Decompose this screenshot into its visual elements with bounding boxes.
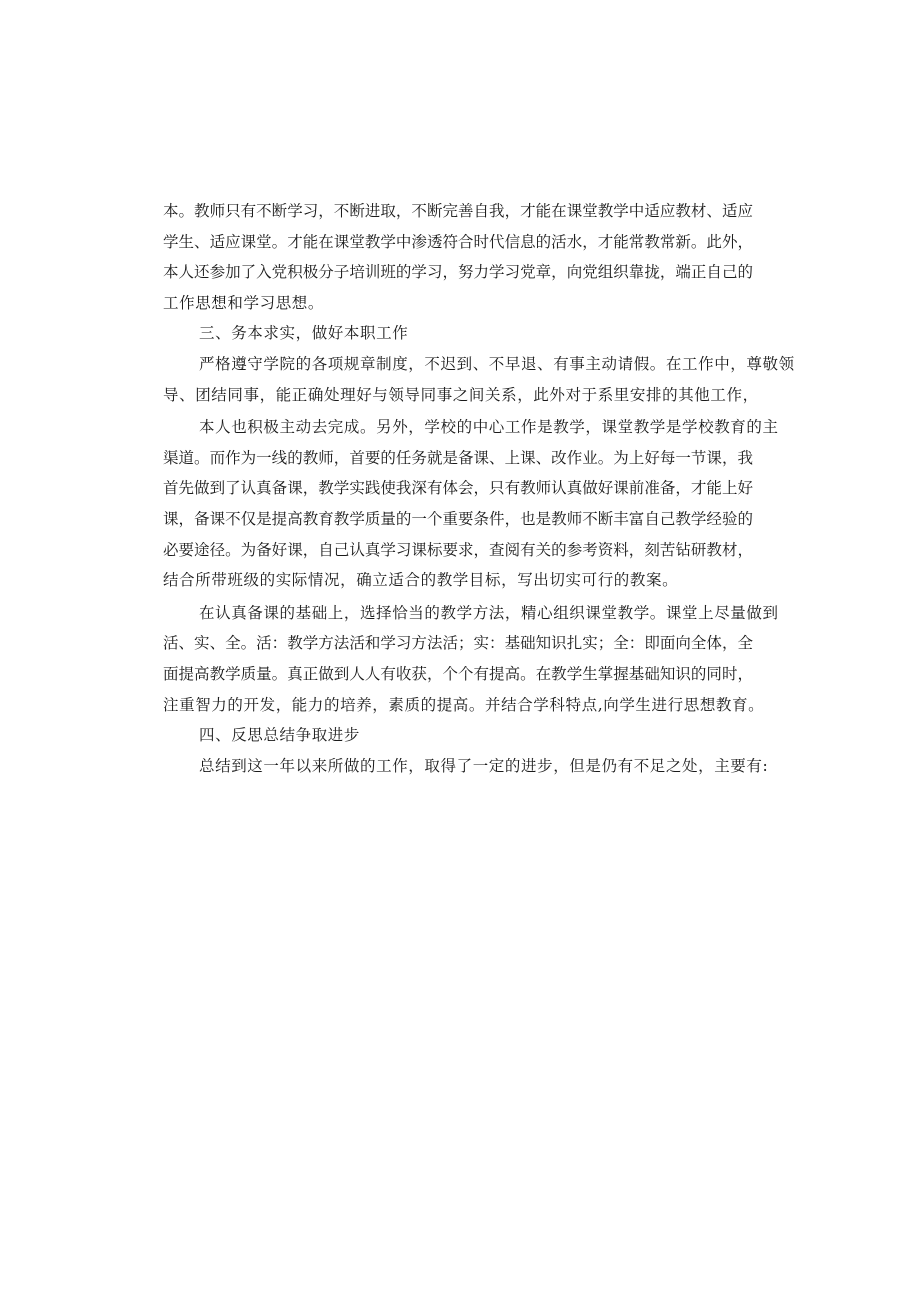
paragraph-line-19: 总结到这一年以来所做的工作，取得了一定的进步，但是仍有不足之处，主要有:	[199, 756, 769, 775]
paragraph-line-12: 必要途径。为备好课，自己认真学习课标要求，查阅有关的参考资料，刻苦钻研教材，	[163, 540, 753, 559]
paragraph-line-14: 在认真备课的基础上，选择恰当的教学方法，精心组织课堂教学。课堂上尽量做到	[199, 603, 779, 622]
paragraph-line-9: 渠道。而作为一线的教师，首要的任务就是备课、上课、改作业。为上好每一节课，我	[163, 448, 753, 467]
paragraph-line-7: 导、团结同事，能正确处理好与领导同事之间关系，此外对于系里安排的其他工作，	[163, 385, 759, 404]
paragraph-line-16: 面提高教学质量。真正做到人人有收获，个个有提高。在教学生掌握基础知识的同时，	[163, 664, 753, 683]
paragraph-line-11: 课，备课不仅是提高教育教学质量的一个重要条件，也是教师不断丰富自己教学经验的	[163, 509, 753, 528]
paragraph-line-6: 严格遵守学院的各项规章制度，不迟到、不早退、有事主动请假。在工作中，尊敬领	[199, 354, 795, 373]
paragraph-line-15: 活、实、全。活：教学方法活和学习方法活；实：基础知识扎实；全：即面向全体，全	[163, 634, 753, 653]
paragraph-line-13: 结合所带班级的实际情况，确立适合的教学目标，写出切实可行的教案。	[163, 571, 679, 590]
section-heading-3: 三、务本求实，做好本职工作	[199, 324, 409, 343]
paragraph-line-1: 本。教师只有不断学习，不断进取，不断完善自我，才能在课堂教学中适应教材、适应	[163, 202, 753, 220]
paragraph-line-10: 首先做到了认真备课，教学实践使我深有体会，只有教师认真做好课前准备，才能上好	[163, 479, 753, 498]
paragraph-line-8: 本人也积极主动去完成。另外，学校的中心工作是教学，课堂教学是学校教育的主	[199, 418, 779, 437]
paragraph-line-3: 本人还参加了入党积极分子培训班的学习，努力学习党章，向党组织靠拢，端正自己的	[163, 263, 753, 282]
paragraph-line-17: 注重智力的开发，能力的培养，素质的提高。并结合学科特点,向学生进行思想教育。	[163, 695, 765, 714]
section-heading-4: 四、反思总结争取进步	[199, 726, 361, 745]
paragraph-line-2: 学生、适应课堂。才能在课堂教学中渗透符合时代信息的活水，才能常教常新。此外，	[163, 232, 753, 251]
paragraph-line-4: 工作思想和学习思想。	[163, 293, 325, 312]
document-body	[163, 196, 795, 781]
